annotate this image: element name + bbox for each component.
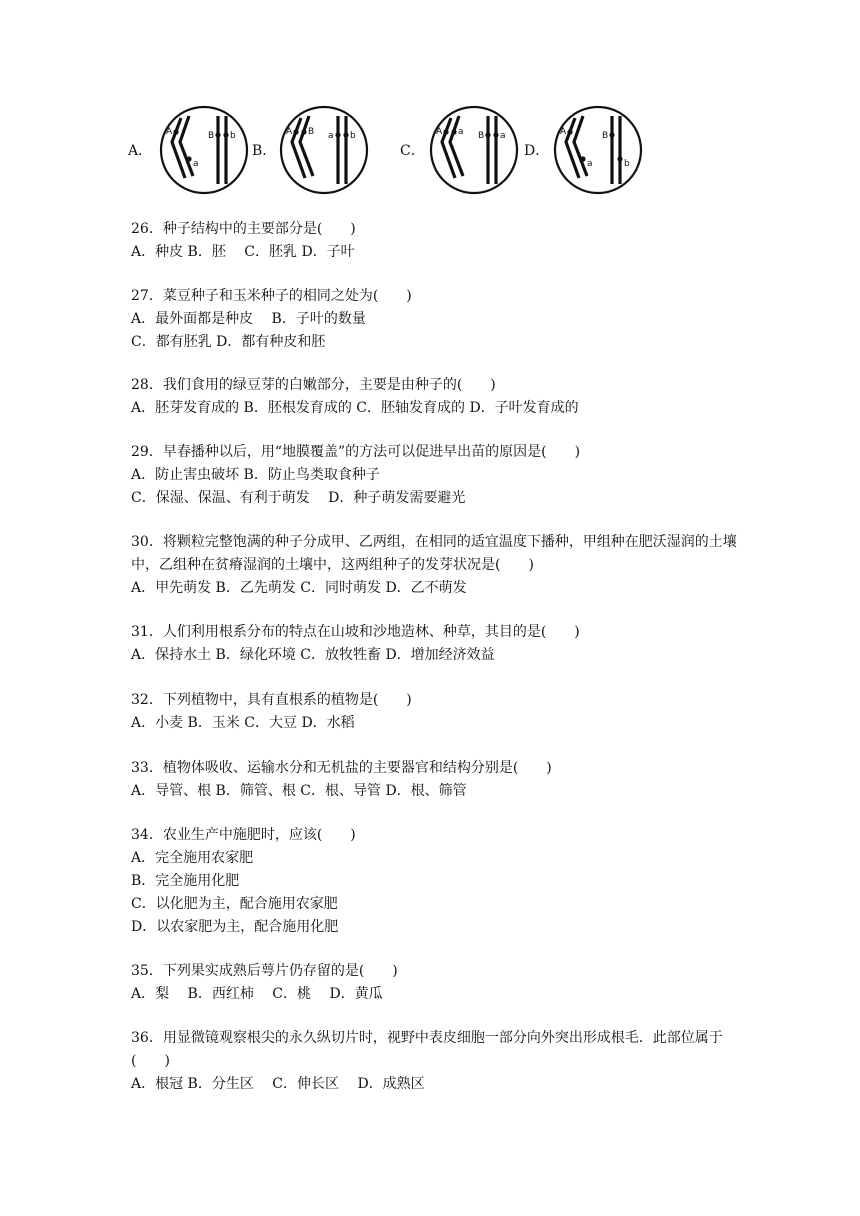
question-35 (131, 960, 741, 1006)
question-36 (131, 1027, 741, 1096)
question-options: A．保持水土 B．绿化环境 C．放牧牲畜 D．增加经济效益 (131, 647, 495, 663)
question-options: A．甲先萌发 B．乙先萌发 C．同时萌发 D．乙不萌发 (131, 580, 467, 596)
question-options: A．小麦 B．玉米 C．大豆 D．水稻 (131, 715, 355, 731)
gene-label: a (500, 131, 506, 141)
question-options: C．保湿、保温、有利于萌发 D．种子萌发需要避光 (131, 490, 466, 506)
gene-label: A (166, 127, 173, 137)
question-stem: 34．农业生产中施肥时，应该( ) (131, 827, 356, 843)
option-d-letter: D． (524, 143, 550, 159)
cell-circle-icon (278, 104, 370, 196)
option-b-letter: B． (252, 143, 277, 159)
question-options: A．梨 B．西红柿 C．桃 D．黄瓜 (131, 986, 383, 1002)
gene-label: A (286, 127, 293, 137)
gene-label: a (193, 159, 199, 169)
gene-label: B (478, 131, 485, 141)
question-stem: 32．下列植物中，具有直根系的植物是( ) (131, 692, 412, 708)
question-options: B．完全施用化肥 (131, 873, 240, 889)
question-options: C．以化肥为主，配合施用农家肥 (131, 896, 338, 912)
gene-label: B (602, 131, 609, 141)
gene-label: A (436, 127, 443, 137)
gene-label: a (587, 159, 593, 169)
question-33 (131, 757, 741, 803)
question-stem: 29．早春播种以后，用“地膜覆盖”的方法可以促进早出苗的原因是( ) (131, 444, 581, 460)
cell-circle-icon (428, 104, 520, 196)
question-stem: 26．种子结构中的主要部分是( ) (131, 221, 356, 237)
gene-label: a (458, 127, 464, 137)
gene-label: A (560, 127, 567, 137)
question-options: A．防止害虫破坏 B．防止鸟类取食种子 (131, 467, 380, 483)
gene-label: B (208, 131, 215, 141)
question-26 (131, 218, 741, 264)
question-31 (131, 621, 741, 667)
chromosome-figure-row (128, 104, 648, 196)
figure-option-a (158, 104, 250, 196)
question-options: A．导管、根 B．筛管、根 C．根、导管 D．根、筛管 (131, 783, 467, 799)
gene-label: a (328, 131, 334, 141)
question-stem: 35．下列果实成熟后萼片仍存留的是( ) (131, 963, 398, 979)
question-stem: 28．我们食用的绿豆芽的白嫩部分，主要是由种子的( ) (131, 377, 496, 393)
question-30 (131, 531, 741, 600)
question-stem: 30．将颗粒完整饱满的种子分成甲、乙两组，在相同的适宜温度下播种，甲组种在肥沃湿润的土壤中，乙组种在贫瘠湿润的土壤中，这两组种子的发芽状况是( ) (131, 534, 737, 573)
question-29 (131, 441, 741, 510)
gene-label: b (230, 131, 236, 141)
question-options: D．以农家肥为主，配合施用化肥 (131, 919, 339, 935)
question-27 (131, 285, 741, 354)
cell-circle-icon (158, 104, 250, 196)
option-c-letter: C． (400, 143, 425, 159)
figure-option-d (552, 104, 644, 196)
question-options: A．完全施用农家肥 (131, 850, 254, 866)
question-28 (131, 374, 741, 420)
gene-label: B (308, 127, 315, 137)
question-34 (131, 824, 741, 939)
question-options: A．胚芽发育成的 B．胚根发育成的 C．胚轴发育成的 D．子叶发育成的 (131, 400, 579, 416)
question-options: A．根冠 B．分生区 C．伸长区 D．成熟区 (131, 1076, 425, 1092)
question-stem: 33．植物体吸收、运输水分和无机盐的主要器官和结构分别是( ) (131, 760, 552, 776)
gene-label: b (350, 131, 356, 141)
cell-circle-icon (552, 104, 644, 196)
question-stem: 36．用显微镜观察根尖的永久纵切片时，视野中表皮细胞一部分向外突出形成根毛．此部位属于( ) (131, 1030, 723, 1069)
gene-label: b (624, 159, 630, 169)
figure-option-c (428, 104, 520, 196)
figure-option-b (278, 104, 370, 196)
question-options: A．种皮 B．胚 C．胚乳 D．子叶 (131, 244, 355, 260)
question-options: C．都有胚乳 D．都有种皮和胚 (131, 334, 326, 350)
question-stem: 27．菜豆种子和玉米种子的相同之处为( ) (131, 288, 412, 304)
option-a-letter: A． (128, 143, 153, 159)
question-stem: 31．人们利用根系分布的特点在山坡和沙地造林、种草，其目的是( ) (131, 624, 580, 640)
question-options: A．最外面都是种皮 B．子叶的数量 (131, 311, 366, 327)
question-32 (131, 689, 741, 735)
